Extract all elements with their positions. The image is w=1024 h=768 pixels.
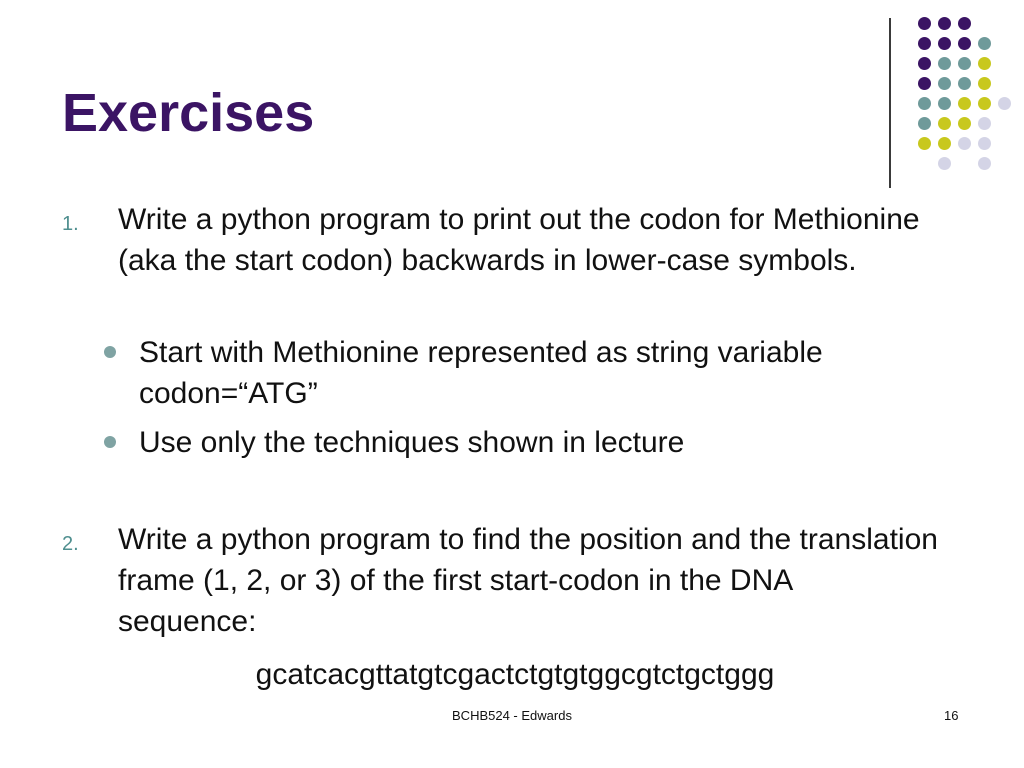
exercise-2-text: Write a python program to find the position and the translation frame (1, 2, or 3) of the first start-codon in the DNA sequence: <box>118 523 938 638</box>
decorative-dot <box>958 117 971 130</box>
decorative-dot <box>918 117 931 130</box>
decorative-dot <box>938 77 951 90</box>
decorative-dot <box>938 117 951 130</box>
decorative-dot <box>978 77 991 90</box>
decorative-dot <box>918 77 931 90</box>
slide-title: Exercises <box>62 83 315 143</box>
decorative-dot <box>958 57 971 70</box>
decorative-dot <box>958 77 971 90</box>
decorative-dot <box>998 97 1011 110</box>
decorative-dot <box>958 37 971 50</box>
decorative-dot <box>938 157 951 170</box>
decorative-divider-line <box>889 18 891 188</box>
dna-sequence: gcatcacgttatgtcgactctgtgtggcgtctgctggg <box>255 658 775 691</box>
decorative-dot <box>918 37 931 50</box>
decorative-dot <box>958 137 971 150</box>
item-number-2: 2. <box>62 533 79 555</box>
bullet-icon <box>104 436 116 448</box>
decorative-dot <box>938 57 951 70</box>
decorative-dot <box>978 157 991 170</box>
decorative-dot <box>918 137 931 150</box>
bullet-icon <box>104 346 116 358</box>
decorative-dot <box>978 57 991 70</box>
decorative-dot <box>918 57 931 70</box>
exercise-1-text: Write a python program to print out the codon for Methionine (aka the start codon) backwards in lower-case symbols. <box>118 203 920 277</box>
decorative-dot <box>978 117 991 130</box>
footer-page-number: 16 <box>944 708 959 723</box>
exercise-1-bullet-2: Use only the techniques shown in lecture <box>139 426 685 459</box>
decorative-dot <box>918 97 931 110</box>
item-number-1: 1. <box>62 213 79 235</box>
decorative-dot <box>978 137 991 150</box>
decorative-dot <box>958 17 971 30</box>
decorative-dot <box>978 97 991 110</box>
decorative-dot <box>938 17 951 30</box>
decorative-dot <box>938 37 951 50</box>
decorative-dot <box>938 97 951 110</box>
decorative-dot <box>958 97 971 110</box>
decorative-dot <box>978 37 991 50</box>
footer-course-label: BCHB524 - Edwards <box>452 708 572 723</box>
decorative-dot <box>918 17 931 30</box>
exercise-1-bullet-1: Start with Methionine represented as string variable codon=“ATG” <box>139 336 823 410</box>
decorative-dot <box>938 137 951 150</box>
